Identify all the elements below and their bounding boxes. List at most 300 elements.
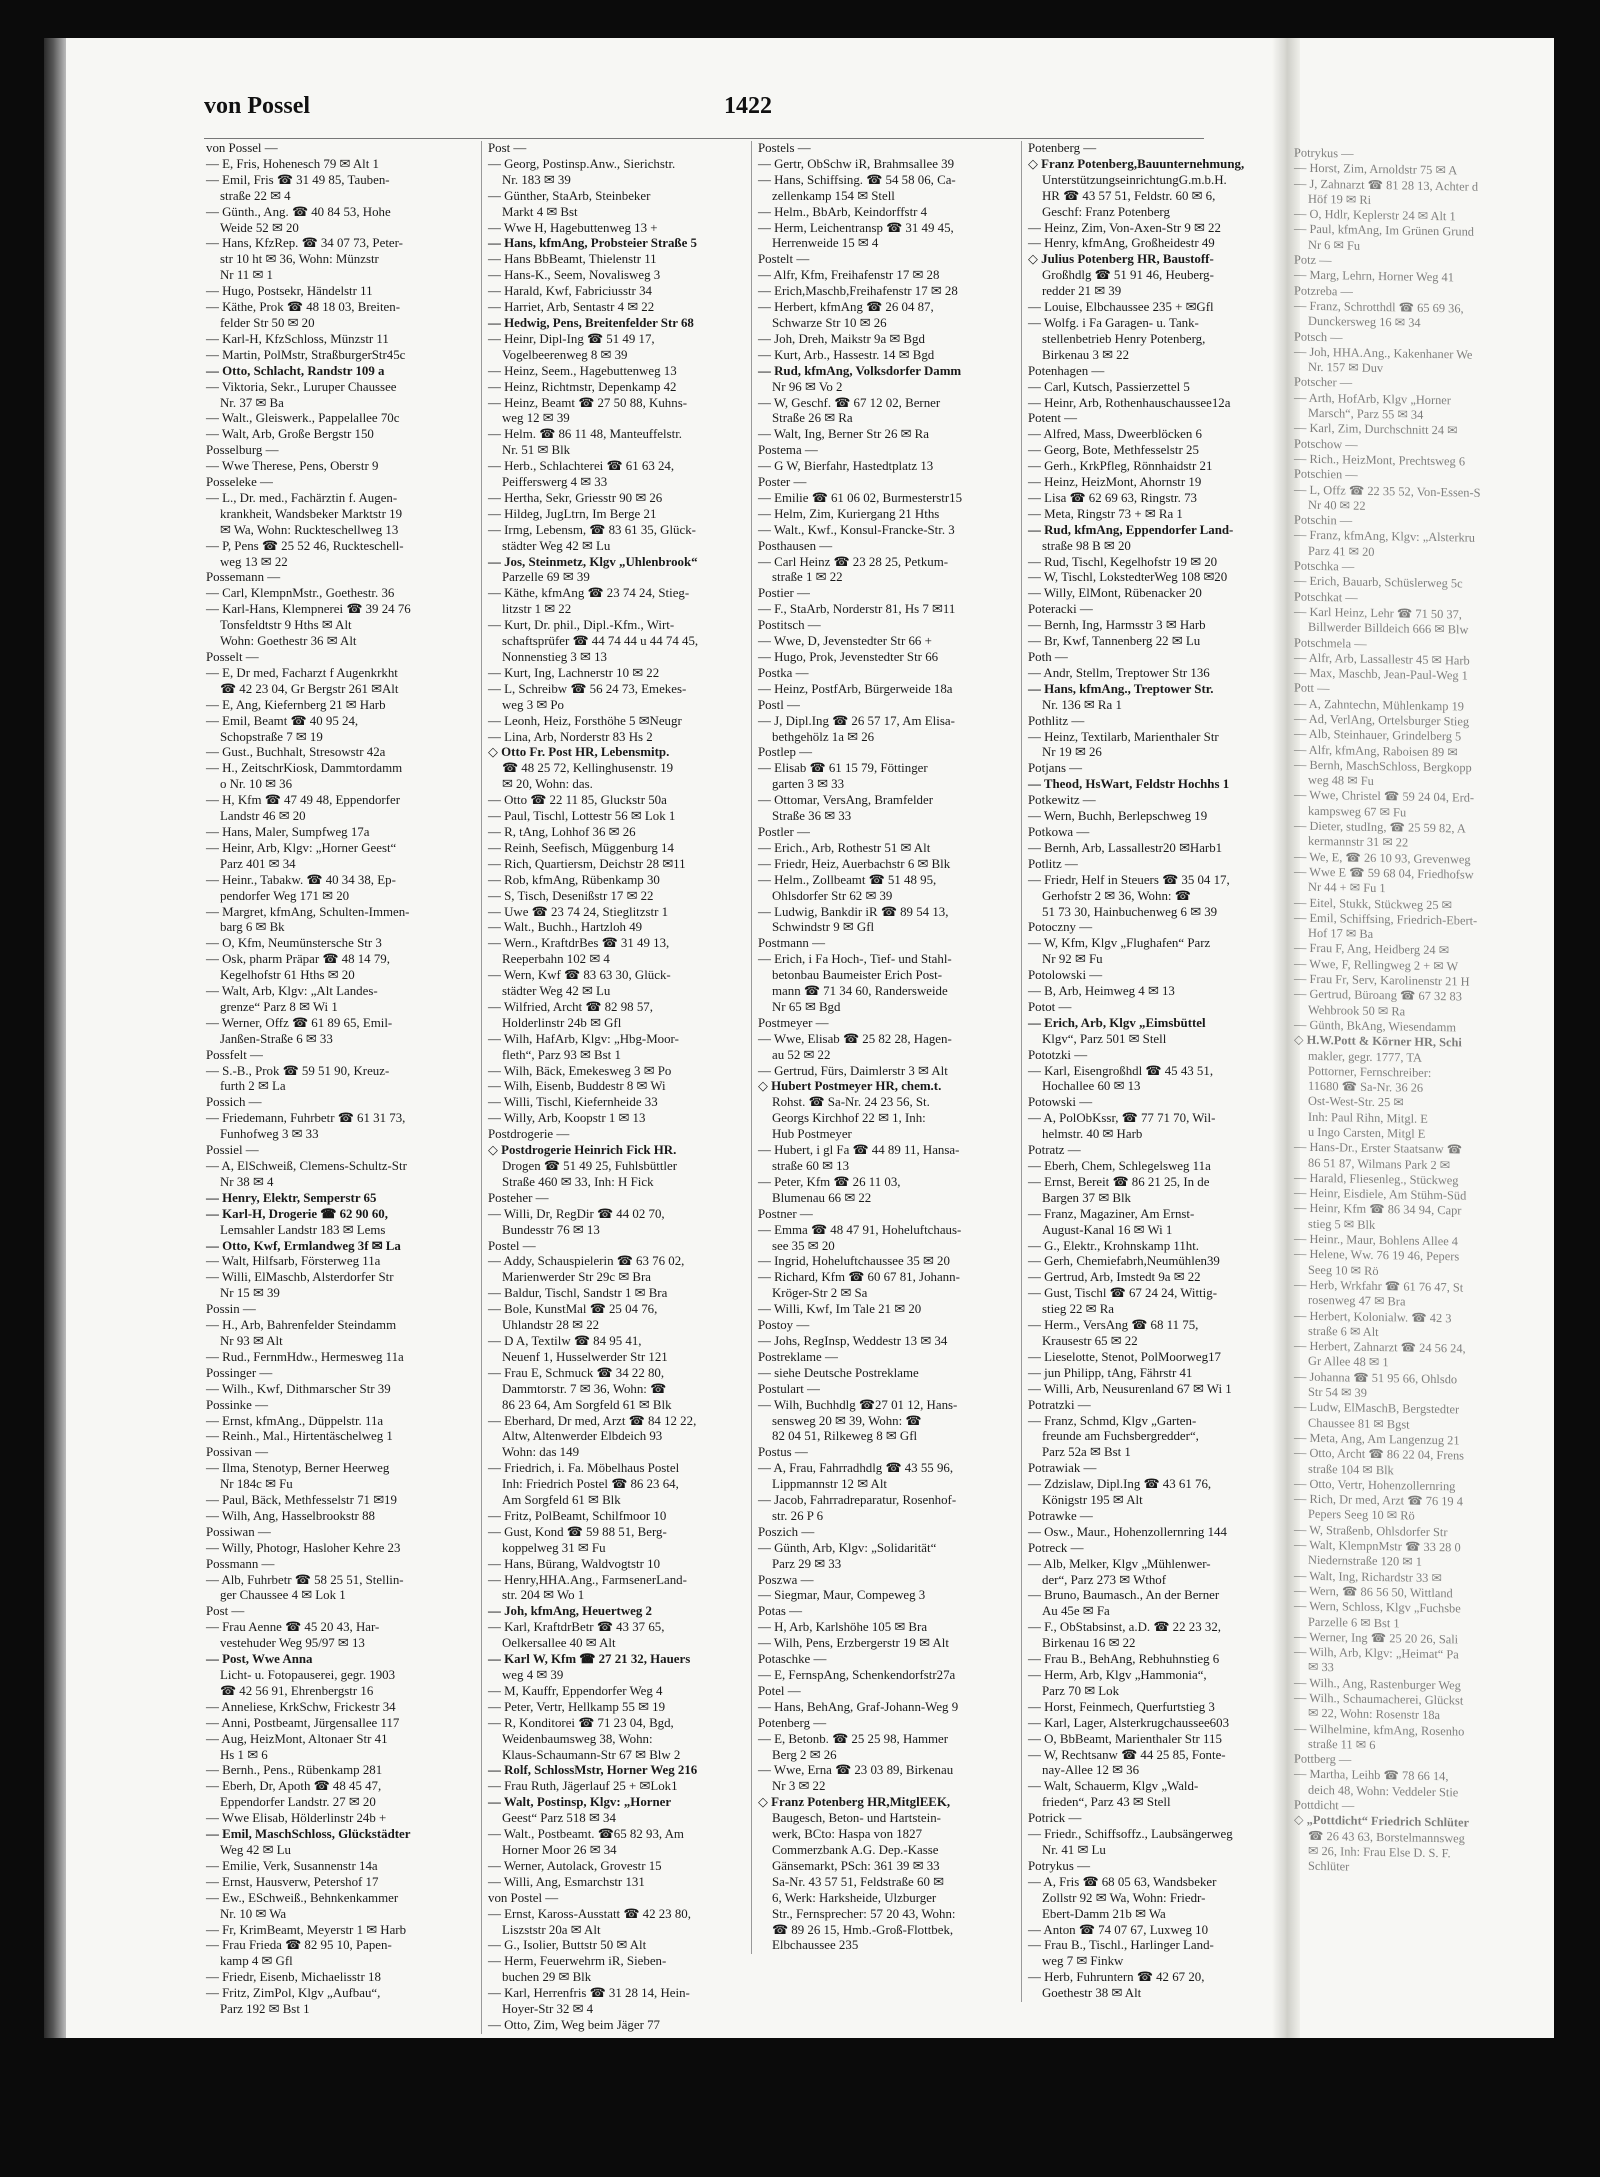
directory-line: — Wwe, F, Rellingweg 2 + ✉ W	[1294, 956, 1459, 974]
directory-line: Possinke —	[206, 1397, 268, 1412]
directory-line: — Frau Frieda ☎ 82 95 10, Papen-	[206, 1938, 392, 1953]
directory-line: — Eberh, Chem, Schlegelsweg 11a	[1028, 1159, 1211, 1173]
directory-line: Potschin —	[1294, 512, 1353, 528]
directory-line: Potoczny —	[1028, 920, 1093, 935]
directory-line: Wohn: Goethestr 36 ✉ Alt	[220, 634, 357, 649]
directory-line: Commerzbank A.G. Dep.-Kasse	[772, 1842, 939, 1857]
directory-line: Potenberg —	[1028, 141, 1097, 155]
directory-line: — We, E, ☎ 26 10 93, Grevenweg	[1294, 849, 1471, 867]
directory-line: — Willi, Ang, Esmarchstr 131	[488, 1874, 645, 1889]
directory-line: — Frau E, Schmuck ☎ 34 22 80,	[488, 1365, 665, 1380]
directory-line: — Werner, Ing ☎ 25 20 26, Sali	[1294, 1629, 1459, 1647]
directory-line: — Rolf, SchlossMstr, Horner Weg 216	[488, 1763, 698, 1778]
directory-line: — Karl, Herrenfris ☎ 31 28 14, Hein-	[488, 1986, 690, 2001]
directory-line: — Wern, Buchh, Berlepschweg 19	[1028, 809, 1208, 824]
directory-line: — Alb, Steinhauer, Grindelberg 5	[1294, 726, 1462, 744]
directory-line: Postlep —	[758, 745, 813, 760]
directory-line: Possmann —	[206, 1556, 275, 1571]
directory-line: — Gust., Buchhalt, Stresowstr 42a	[206, 745, 386, 760]
directory-line: — Alfr, Arb, Lassallestr 45 ✉ Harb	[1294, 650, 1470, 668]
directory-line: ✉ 22, Wohn: Rosenstr 18a	[1308, 1706, 1441, 1723]
directory-line: — Emil, Beamt ☎ 40 95 24,	[206, 713, 359, 728]
directory-line: — Wern., KraftdrBes ☎ 31 49 13,	[488, 936, 670, 951]
directory-line: Liszststr 20a ✉ Alt	[502, 1922, 601, 1937]
directory-line: — Karl Heinz, Lehr ☎ 71 50 37,	[1294, 604, 1462, 622]
directory-line: — Erich, Arb, Klgv „Eimsbüttel	[1028, 1015, 1206, 1030]
directory-line: Nr 93 ✉ Alt	[220, 1333, 283, 1348]
directory-line: — Heinz, Textilarb, Marienthaler Str	[1028, 729, 1219, 744]
directory-line: Nr. 10 ✉ Wa	[220, 1906, 287, 1921]
directory-line: — Heinr., Maur, Bohlens Allee 4	[1294, 1231, 1458, 1249]
directory-line: — Frau Ruth, Jägerlauf 25 + ✉Lok1	[488, 1779, 678, 1794]
directory-line: — Karl W, Kfm ☎ 27 21 32, Hauers	[488, 1652, 691, 1667]
directory-line: — Franz, kfmAng, Klgv: „Alsterkru	[1294, 527, 1476, 546]
directory-line: — Lina, Arb, Norderstr 83 Hs 2	[488, 729, 653, 744]
directory-line: — Hans-K., Seem, Novalisweg 3	[488, 268, 661, 283]
directory-line: Potrykus —	[1294, 145, 1354, 161]
directory-line: Postdrogerie —	[488, 1127, 570, 1142]
directory-line: — Willi, Tischl, Kiefernheide 33	[488, 1095, 658, 1110]
directory-line: Tonsfeldtstr 9 Hths ✉ Alt	[220, 618, 352, 633]
directory-line: str. 26 P 6	[772, 1508, 824, 1523]
directory-line: 82 04 51, Rilkeweg 8 ✉ Gfl	[772, 1429, 918, 1444]
directory-line: — Addy, Schauspielerin ☎ 63 76 02,	[488, 1254, 685, 1269]
directory-line: — Ernst, Hausverw, Petershof 17	[206, 1874, 379, 1889]
directory-line: mann ☎ 71 34 60, Randersweide	[772, 984, 948, 999]
directory-line: — Wilh, HafArb, Klgv: „Hbg-Moor-	[488, 1031, 679, 1046]
directory-line: — Horst, Zim, Arnoldstr 75 ✉ A	[1294, 160, 1458, 178]
directory-line: — Rich., HeizMont, Prechtsweg 6	[1294, 451, 1466, 469]
directory-line: — E, Betonb. ☎ 25 25 98, Hammer	[758, 1731, 949, 1746]
directory-line: werk, BCto: Haspa von 1827	[772, 1827, 923, 1842]
directory-line: — Eberhard, Dr med, Arzt ☎ 84 12 22,	[488, 1413, 697, 1428]
directory-line: Sa-Nr. 43 57 51, Feldstraße 60 ✉	[772, 1874, 944, 1889]
directory-line: — Anneliese, KrkSchw, Frickestr 34	[206, 1699, 396, 1714]
directory-line: — J, Dipl.Ing ☎ 26 57 17, Am Elisa-	[758, 713, 955, 728]
directory-line: — jun Philipp, tAng, Fährstr 41	[1028, 1365, 1193, 1380]
directory-line: — Herb, Fuhruntern ☎ 42 67 20,	[1028, 1970, 1205, 1985]
directory-line: Posseleke —	[206, 475, 273, 490]
directory-line: Potrykus —	[1028, 1858, 1090, 1873]
directory-line: — Hans-Dr., Erster Staatsanw ☎	[1294, 1139, 1463, 1157]
directory-line: Nr 65 ✉ Bgd	[772, 999, 841, 1014]
directory-line: Nr 19 ✉ 26	[1042, 745, 1102, 760]
directory-line: — Wilh., Ang, Rastenburger Weg	[1294, 1675, 1461, 1693]
directory-line: see 35 ✉ 20	[772, 1238, 835, 1253]
directory-line: — Bruno, Baumasch., An der Berner	[1028, 1588, 1220, 1603]
directory-line: Birkenau 3 ✉ 22	[1042, 347, 1130, 362]
directory-line: — Karl, Zim, Durchschnitt 24 ✉	[1294, 420, 1458, 438]
directory-line: — Gertrud, Arb, Imstedt 9a ✉ 22	[1028, 1270, 1201, 1285]
directory-line: — Herm, Leichentransp ☎ 31 49 45,	[758, 220, 954, 235]
directory-line: — Willi, Dr, RegDir ☎ 44 02 70,	[488, 1206, 665, 1221]
directory-line: Posteher —	[488, 1190, 549, 1205]
directory-line: Geest“ Parz 518 ✉ 34	[502, 1811, 616, 1826]
directory-line: — Wern, ☎ 86 56 50, Wittland	[1294, 1583, 1453, 1601]
directory-line: — Herbert, Kolonialw. ☎ 42 3	[1294, 1308, 1452, 1325]
directory-line: straße 98 B ✉ 20	[1042, 538, 1131, 553]
directory-line: — Heinr, Dipl-Ing ☎ 51 49 17,	[488, 331, 655, 346]
directory-line: — Walt., Kwf., Konsul-Francke-Str. 3	[758, 522, 955, 537]
directory-line: Hub Postmeyer	[772, 1127, 852, 1142]
directory-line: — Eberh, Dr, Apoth ☎ 48 45 47,	[206, 1779, 382, 1794]
directory-line: — Hildeg, JugLtrn, Im Berge 21	[488, 506, 657, 521]
directory-line: Wohn: das 149	[502, 1445, 580, 1460]
directory-line: — Heinr, Arb, Klgv: „Horner Geest“	[206, 840, 397, 855]
column-3	[751, 141, 1027, 1954]
directory-line: Posthausen —	[758, 538, 833, 553]
directory-line: Poszwa —	[758, 1572, 814, 1587]
directory-line: Dunckersweg 16 ✉ 34	[1308, 314, 1421, 331]
directory-line: — O, Hdlr, Keplerstr 24 ✉ Alt 1	[1294, 206, 1456, 224]
directory-line: Potenhagen —	[1028, 363, 1105, 378]
directory-line: 51 73 30, Hainbuchenweg 6 ✉ 39	[1042, 904, 1218, 919]
directory-line: Nr 44 + ✉ Fu 1	[1308, 880, 1386, 896]
directory-line: — Jacob, Fahrradreparatur, Rosenhof-	[758, 1493, 957, 1508]
directory-line: au 52 ✉ 22	[772, 1047, 831, 1062]
directory-line: Marsch“, Parz 55 ✉ 34	[1308, 405, 1424, 422]
directory-line: Potratz —	[1028, 1143, 1081, 1158]
directory-line: Ost-West-Str. 25 ✉	[1308, 1094, 1404, 1110]
directory-line: — A, Zahntechn, Mühlenkamp 19	[1294, 696, 1464, 714]
directory-line: — Emilie, Verk, Susannenstr 14a	[206, 1858, 378, 1873]
directory-line: — Wilh., Kwf, Dithmarscher Str 39	[206, 1381, 391, 1396]
directory-line: Marienwerder Str 29c ✉ Bra	[502, 1270, 651, 1285]
directory-line: Klaus-Schaumann-Str 67 ✉ Blw 2	[502, 1747, 681, 1762]
directory-line: — S.-B., Prok ☎ 59 51 90, Kreuz-	[206, 1063, 390, 1078]
directory-line: makler, gegr. 1777, TA	[1308, 1048, 1422, 1065]
directory-line: — Henry,HHA.Ang., FarmsenerLand-	[488, 1572, 687, 1587]
directory-line: — Heinz, Beamt ☎ 27 50 88, Kuhns-	[488, 395, 688, 410]
directory-line: straße 11 ✉ 6	[1308, 1736, 1376, 1752]
directory-line: weg 4 ✉ 39	[502, 1668, 564, 1682]
directory-line: Postoy —	[758, 1318, 810, 1333]
directory-line: Potschka —	[1294, 558, 1355, 574]
directory-line: — Arth, HofArb, Klgv „Horner	[1294, 390, 1451, 408]
directory-line: Inh: Paul Rihn, Mitgl. E	[1308, 1109, 1428, 1126]
directory-line: — Walt, Hilfsarb, Försterweg 11a	[206, 1254, 381, 1269]
directory-line: — Hans, BehAng, Graf-Johann-Weg 9	[758, 1699, 959, 1714]
directory-line: Postelt —	[758, 252, 810, 267]
directory-line: — O, Kfm, Neumünstersche Str 3	[206, 936, 382, 951]
directory-line: — Hugo, Prok, Jevenstedter Str 66	[758, 650, 939, 664]
directory-line: — Ernst, Bereit ☎ 86 21 25, In de	[1028, 1174, 1210, 1189]
directory-line: helmstr. 40 ✉ Harb	[1042, 1127, 1143, 1142]
directory-line: — Friedr, Heiz, Auerbachstr 6 ✉ Blk	[758, 856, 951, 871]
directory-line: nay-Allee 12 ✉ 36	[1042, 1763, 1140, 1778]
directory-line: — Heinr., Tabakw. ☎ 40 34 38, Ep-	[206, 872, 396, 887]
directory-line: Ohlsdorfer Str 62 ✉ 39	[772, 888, 893, 903]
directory-line: — Rud., FernmHdw., Hermesweg 11a	[206, 1349, 404, 1364]
directory-line: — Marg, Lehrn, Horner Weg 41	[1294, 267, 1454, 285]
directory-line: — Friedr, Eisenb, Michaelisstr 18	[206, 1970, 381, 1985]
directory-line: — Wwe Elisab, Hölderlinstr 24b +	[206, 1811, 387, 1826]
directory-line: — Richard, Kfm ☎ 60 67 81, Johann-	[758, 1270, 960, 1285]
directory-line: — A, PolObKssr, ☎ 77 71 70, Wil-	[1028, 1111, 1216, 1126]
directory-line: — Georg, Bote, Methfesselstr 25	[1028, 443, 1199, 458]
directory-line: — Franz, Schmd, Klgv „Garten-	[1028, 1413, 1197, 1428]
directory-line: Kegelhofstr 61 Hths ✉ 20	[220, 968, 355, 983]
directory-line: — Osw., Maur., Hohenzollernring 144	[1028, 1524, 1227, 1539]
directory-line: — Henry, Elektr, Semperstr 65	[206, 1190, 377, 1205]
directory-line: Holderlinstr 24b ✉ Gfl	[502, 1015, 622, 1030]
column-2	[481, 141, 757, 2034]
directory-line: — Walt, Ing, Richardstr 33 ✉	[1294, 1568, 1442, 1585]
directory-line: grenze“ Parz 8 ✉ Wi 1	[220, 999, 338, 1014]
directory-line: Potrawiak —	[1028, 1461, 1097, 1476]
directory-line: Nr. 183 ✉ 39	[502, 172, 571, 187]
directory-line: — Rud, kfmAng, Volksdorfer Damm	[758, 363, 962, 378]
directory-line: Markt 4 ✉ Bst	[502, 204, 578, 219]
directory-line: — Rud, kfmAng, Eppendorfer Land-	[1028, 522, 1234, 537]
directory-line: ◇ Postdrogerie Heinrich Fick HR.	[488, 1143, 677, 1158]
directory-line: — Hugo, Postsekr, Händelstr 11	[206, 284, 373, 299]
directory-line: Hof 17 ✉ Ba	[1308, 925, 1374, 942]
directory-line: — Frau B., Tischl., Harlinger Land-	[1028, 1938, 1214, 1953]
directory-line: — Gertrud, Fürs, Daimlerstr 3 ✉ Alt	[758, 1063, 948, 1078]
directory-line: straße 1 ✉ 22	[772, 570, 843, 585]
directory-line: Seeg 10 ✉ Rö	[1308, 1262, 1379, 1278]
directory-line: — Günth, BkAng, Wiesendamm	[1294, 1017, 1457, 1035]
directory-line: — L., Dr. med., Fachärztin f. Augen-	[206, 490, 398, 505]
directory-line: — Heinz, Seem., Hagebuttenweg 13	[488, 363, 677, 378]
directory-line: Parz 401 ✉ 34	[220, 856, 296, 871]
directory-line: Poszich —	[758, 1524, 815, 1539]
directory-line: Potsch —	[1294, 329, 1343, 344]
directory-line: — Helene, Ww. 76 19 46, Pepers	[1294, 1246, 1460, 1264]
directory-line: — Wern, Schloss, Klgv „Fuchsbe	[1294, 1598, 1461, 1616]
directory-line: Am Sorgfeld 61 ✉ Blk	[502, 1493, 621, 1508]
directory-line: Straße 36 ✉ 33	[772, 809, 852, 824]
directory-line: — Rich, Dr med, Arzt ☎ 76 19 4	[1294, 1491, 1463, 1509]
directory-line: kampsweg 67 ✉ Fu	[1308, 803, 1407, 820]
directory-line: Poteracki —	[1028, 602, 1093, 617]
directory-line: — Ernst, kfmAng., Düppelstr. 11a	[206, 1413, 384, 1428]
directory-line: Postel —	[488, 1238, 536, 1253]
directory-line: Funhofweg 3 ✉ 33	[220, 1127, 319, 1142]
directory-line: ☎ 89 26 15, Hmb.-Groß-Flottbek,	[772, 1922, 954, 1937]
directory-line: — Br, Kwf, Tannenberg 22 ✉ Lu	[1028, 634, 1201, 649]
directory-line: Ebert-Damm 21b ✉ Wa	[1042, 1906, 1166, 1921]
directory-line: — Willi, ElMaschb, Alsterdorfer Str	[206, 1270, 394, 1285]
directory-line: Potent —	[1028, 411, 1078, 426]
directory-line: Birkenau 16 ✉ 22	[1042, 1636, 1136, 1651]
directory-line: — Rud, Tischl, Kegelhofstr 19 ✉ 20	[1028, 554, 1218, 569]
directory-line: — Meta, Ang, Am Langenzug 21	[1294, 1430, 1460, 1448]
directory-line: — Erich, Bauarb, Schüslerweg 5c	[1294, 573, 1463, 591]
directory-line: — Hertha, Sekr, Griesstr 90 ✉ 26	[488, 490, 663, 505]
directory-line: Lippmannstr 12 ✉ Alt	[772, 1477, 887, 1492]
directory-line: — Herm, Arb, Klgv „Hammonia“,	[1028, 1668, 1207, 1682]
directory-line: bethgehölz 1a ✉ 26	[772, 729, 875, 744]
directory-line: — M, Kauffr, Eppendorfer Weg 4	[488, 1683, 663, 1698]
directory-line: von Possel —	[206, 141, 278, 155]
directory-line: — Herb, Wrkfahr ☎ 61 76 47, St	[1294, 1277, 1464, 1295]
directory-line: — Zdzislaw, Dipl.Ing ☎ 43 61 76,	[1028, 1477, 1212, 1492]
directory-line: ☎ 42 23 04, Gr Bergstr 261 ✉Alt	[220, 681, 399, 696]
directory-line: — Käthe, kfmAng ☎ 23 74 24, Stieg-	[488, 586, 690, 601]
directory-line: — Kurt, Arb., Hassestr. 14 ✉ Bgd	[758, 347, 935, 362]
directory-line: garten 3 ✉ 33	[772, 777, 845, 792]
directory-line: — Günther, StaArb, Steinbeker	[488, 188, 651, 203]
directory-line: — F., StaArb, Norderstr 81, Hs 7 ✉11	[758, 602, 956, 617]
directory-line: — Margret, kfmAng, Schulten-Immen-	[206, 904, 410, 919]
directory-line: straße 104 ✉ Blk	[1308, 1461, 1394, 1477]
directory-line: — Gertrud, Büroang ☎ 67 32 83	[1294, 986, 1462, 1004]
column-5-facing-page	[1294, 146, 1554, 1879]
directory-line: betonbau Baumeister Erich Post-	[772, 968, 943, 983]
directory-line: — Helm, Zim, Kuriergang 21 Hths	[758, 506, 940, 521]
directory-line: Pottberg —	[1294, 1751, 1352, 1767]
header-rule	[204, 138, 1204, 139]
directory-line: — Johs, RegInsp, Weddestr 13 ✉ 34	[758, 1333, 948, 1348]
directory-line: Parz 41 ✉ 20	[1308, 543, 1375, 559]
directory-line: Nonnenstieg 3 ✉ 13	[502, 650, 607, 664]
directory-line: August-Kanal 16 ✉ Wi 1	[1042, 1222, 1173, 1237]
directory-line: Potel —	[758, 1683, 801, 1698]
directory-line: — G., Elektr., Krohnskamp 11ht.	[1028, 1238, 1200, 1253]
directory-line: freunde am Fuchsbergredder“,	[1042, 1429, 1199, 1444]
directory-line: weg 12 ✉ 39	[502, 411, 570, 426]
directory-line: Inh: Friedrich Postel ☎ 86 23 64,	[502, 1477, 679, 1492]
directory-line: — L, Schreibw ☎ 56 24 73, Emekes-	[488, 681, 687, 696]
directory-line: Gänsemarkt, PSch: 361 39 ✉ 33	[772, 1858, 940, 1873]
running-head: von Possel	[204, 93, 311, 119]
directory-line: Potkewitz —	[1028, 793, 1096, 808]
directory-line: — P, Pens ☎ 25 52 46, Ruckteschell-	[206, 538, 404, 553]
directory-line: — Hans, kfmAng., Treptower Str.	[1028, 681, 1214, 696]
directory-line: Geschf: Franz Potenberg	[1042, 204, 1170, 219]
directory-line: — Ernst, Kaross-Ausstatt ☎ 42 23 80,	[488, 1906, 691, 1921]
directory-line: — Henry, kfmAng, Großheidestr 49	[1028, 236, 1215, 251]
directory-line: — Otto, Zim, Weg beim Jäger 77	[488, 2017, 661, 2032]
directory-line: — Walt, KlempnMstr ☎ 33 28 0	[1294, 1537, 1461, 1555]
directory-line: fleth“, Parz 93 ✉ Bst 1	[502, 1047, 621, 1062]
directory-line: Potschien —	[1294, 466, 1358, 482]
directory-line: barg 6 ✉ Bk	[220, 920, 285, 935]
directory-line: — Friedr, Helf in Steuers ☎ 35 04 17,	[1028, 872, 1230, 887]
column-1	[206, 141, 481, 2018]
directory-line: von Postel —	[488, 1890, 559, 1905]
directory-line: — Herb., Schlachterei ☎ 61 63 24,	[488, 459, 675, 474]
directory-line: — Carl Heinz ☎ 23 28 25, Petkum-	[758, 554, 949, 569]
directory-line: — Herbert, Zahnarzt ☎ 24 56 24,	[1294, 1338, 1466, 1356]
directory-line: — Rich, Quartiersm, Deichstr 28 ✉11	[488, 856, 686, 871]
directory-line: — Baldur, Tischl, Sandstr 1 ✉ Bra	[488, 1286, 668, 1301]
directory-line: — Heinz, Zim, Von-Axen-Str 9 ✉ 22	[1028, 220, 1221, 235]
directory-line: — Karl, Eisengroßhdl ☎ 45 43 51,	[1028, 1063, 1214, 1078]
directory-line: — E, Fris, Hohenesch 79 ✉ Alt 1	[206, 156, 379, 171]
directory-line: — Otto, Vertr, Hohenzollernring	[1294, 1476, 1456, 1494]
directory-line: Nr. 37 ✉ Ba	[220, 395, 284, 410]
directory-line: Nr 38 ✉ 4	[220, 1174, 274, 1189]
directory-line: Postitsch —	[758, 618, 821, 633]
directory-line: — Heinz, Richtmstr, Depenkamp 42	[488, 379, 677, 394]
directory-line: — Wern, Kwf ☎ 83 63 30, Glück-	[488, 968, 671, 983]
directory-line: — siehe Deutsche Postreklame	[758, 1365, 919, 1380]
directory-line: — Martin, PolMstr, StraßburgerStr45c	[206, 347, 406, 362]
directory-line: — H., Arb, Bahrenfelder Steindamm	[206, 1318, 397, 1333]
directory-line: o Nr. 10 ✉ 36	[220, 777, 293, 792]
directory-line: — Wwe, Erna ☎ 23 03 89, Birkenau	[758, 1763, 954, 1778]
directory-line: redder 21 ✉ 39	[1042, 284, 1122, 299]
directory-line: Nr 3 ✉ 22	[772, 1779, 826, 1794]
directory-line: — E, Dr med, Facharzt f Augenkrkht	[206, 665, 398, 680]
directory-line: — Ludw, ElMaschB, Bergstedter	[1294, 1399, 1460, 1417]
directory-line: Potenberg —	[758, 1715, 827, 1730]
directory-line: Nr 184c ✉ Fu	[220, 1477, 293, 1492]
directory-line: Postels —	[758, 141, 811, 155]
directory-line: str 10 ht ✉ 36, Wohn: Münzstr	[220, 252, 379, 267]
directory-line: — Hans, KfzRep. ☎ 34 07 73, Peter-	[206, 236, 403, 251]
directory-line: — Paul, Tischl, Lottestr 56 ✉ Lok 1	[488, 809, 676, 824]
directory-line: stieg 5 ✉ Blk	[1308, 1216, 1376, 1232]
directory-line: — S, Tisch, Desenißstr 17 ✉ 22	[488, 888, 654, 903]
directory-line: — Reinh., Mal., Hirtentäschelweg 1	[206, 1429, 393, 1444]
directory-line: Potschkat —	[1294, 589, 1358, 605]
directory-line: Lemsahler Landstr 183 ✉ Lems	[220, 1222, 386, 1237]
directory-line: — Dieter, studIng, ☎ 25 59 82, A	[1294, 818, 1466, 836]
directory-line: Goethestr 38 ✉ Alt	[1042, 1986, 1142, 2001]
directory-line: Potschow —	[1294, 436, 1358, 452]
directory-line: krankheit, Wandsbeker Marktstr 19	[220, 506, 403, 521]
directory-line: ✉ Wa, Wohn: Ruckteschellweg 13	[220, 522, 399, 537]
directory-line: — Karl-Hans, Klempnerei ☎ 39 24 76	[206, 602, 411, 617]
directory-line: frieden“, Parz 43 ✉ Stell	[1042, 1795, 1171, 1810]
directory-line: — Peter, Kfm ☎ 26 11 03,	[758, 1174, 901, 1189]
directory-line: — Harriet, Arb, Sentastr 4 ✉ 22	[488, 300, 655, 315]
directory-line: — L, Offz ☎ 22 35 52, Von-Essen-S	[1294, 482, 1481, 500]
directory-line: — Harald, Kwf, Fabriciusstr 34	[488, 284, 652, 299]
directory-line: — Louise, Elbchaussee 235 + ✉Gfl	[1028, 300, 1214, 315]
directory-line: — Wwe, Christel ☎ 59 24 04, Erd-	[1294, 788, 1475, 806]
directory-line: Nr 15 ✉ 39	[220, 1286, 280, 1301]
directory-line: Au 45e ✉ Fa	[1042, 1604, 1110, 1619]
directory-line: Post —	[488, 141, 527, 155]
directory-line: — Hans, Maler, Sumpfweg 17a	[206, 824, 370, 839]
page-header	[204, 93, 1394, 133]
directory-line: — Wilfried, Archt ☎ 82 98 57,	[488, 999, 653, 1014]
directory-line: — Walt., Postbeamt. ☎65 82 93, Am	[488, 1827, 684, 1842]
directory-line: weg 7 ✉ Finkw	[1042, 1954, 1124, 1969]
directory-line: — Kurt, Ing, Lachnerstr 10 ✉ 22	[488, 665, 660, 680]
directory-line: Potscher —	[1294, 375, 1353, 391]
directory-line: Potzreba —	[1294, 283, 1353, 299]
directory-line: — Karl, KraftdrBetr ☎ 43 37 65,	[488, 1620, 665, 1635]
directory-line: — Walt, Arb, Klgv: „Alt Landes-	[206, 984, 378, 999]
page-number: 1422	[724, 93, 772, 119]
directory-line: — Peter, Vertr, Hellkamp 55 ✉ 19	[488, 1699, 666, 1714]
directory-line: Dammtorstr. 7 ✉ 36, Wohn: ☎	[502, 1381, 667, 1396]
directory-line: — Walt, Schauerm, Klgv „Wald-	[1028, 1779, 1199, 1794]
directory-line: — Lisa ☎ 62 69 63, Ringstr. 73	[1028, 490, 1197, 505]
directory-line: — Walt, Arb, Große Bergstr 150	[206, 427, 374, 442]
directory-line: — H, Kfm ☎ 47 49 48, Eppendorfer	[206, 793, 400, 808]
directory-line: städter Weg 42 ✉ Lu	[502, 984, 611, 999]
directory-line: Billwerder Billdeich 666 ✉ Blw	[1308, 620, 1469, 637]
directory-line: u Ingo Carsten, Mitgl E	[1308, 1124, 1426, 1141]
directory-line: — R, tAng, Lohhof 36 ✉ 26	[488, 824, 636, 839]
directory-line: Klgv“, Parz 501 ✉ Stell	[1042, 1031, 1167, 1046]
directory-line: — D A, Textilw ☎ 84 95 41,	[488, 1333, 642, 1348]
directory-line: — Wilh, Bäck, Emekesweg 3 ✉ Po	[488, 1063, 672, 1078]
directory-line: — Eitel, Stukk, Stückweg 25 ✉	[1294, 895, 1453, 912]
directory-line: Licht- u. Fotopauserei, gegr. 1903	[220, 1668, 396, 1682]
directory-line: — Frau Fr, Serv, Karolinenstr 21 H	[1294, 971, 1470, 989]
directory-line: ◇ „Pottdicht“ Friedrich Schlüter	[1294, 1812, 1470, 1830]
directory-line: Horner Moor 26 ✉ 34	[502, 1842, 617, 1857]
directory-line: — Siegmar, Maur, Compeweg 3	[758, 1588, 926, 1603]
